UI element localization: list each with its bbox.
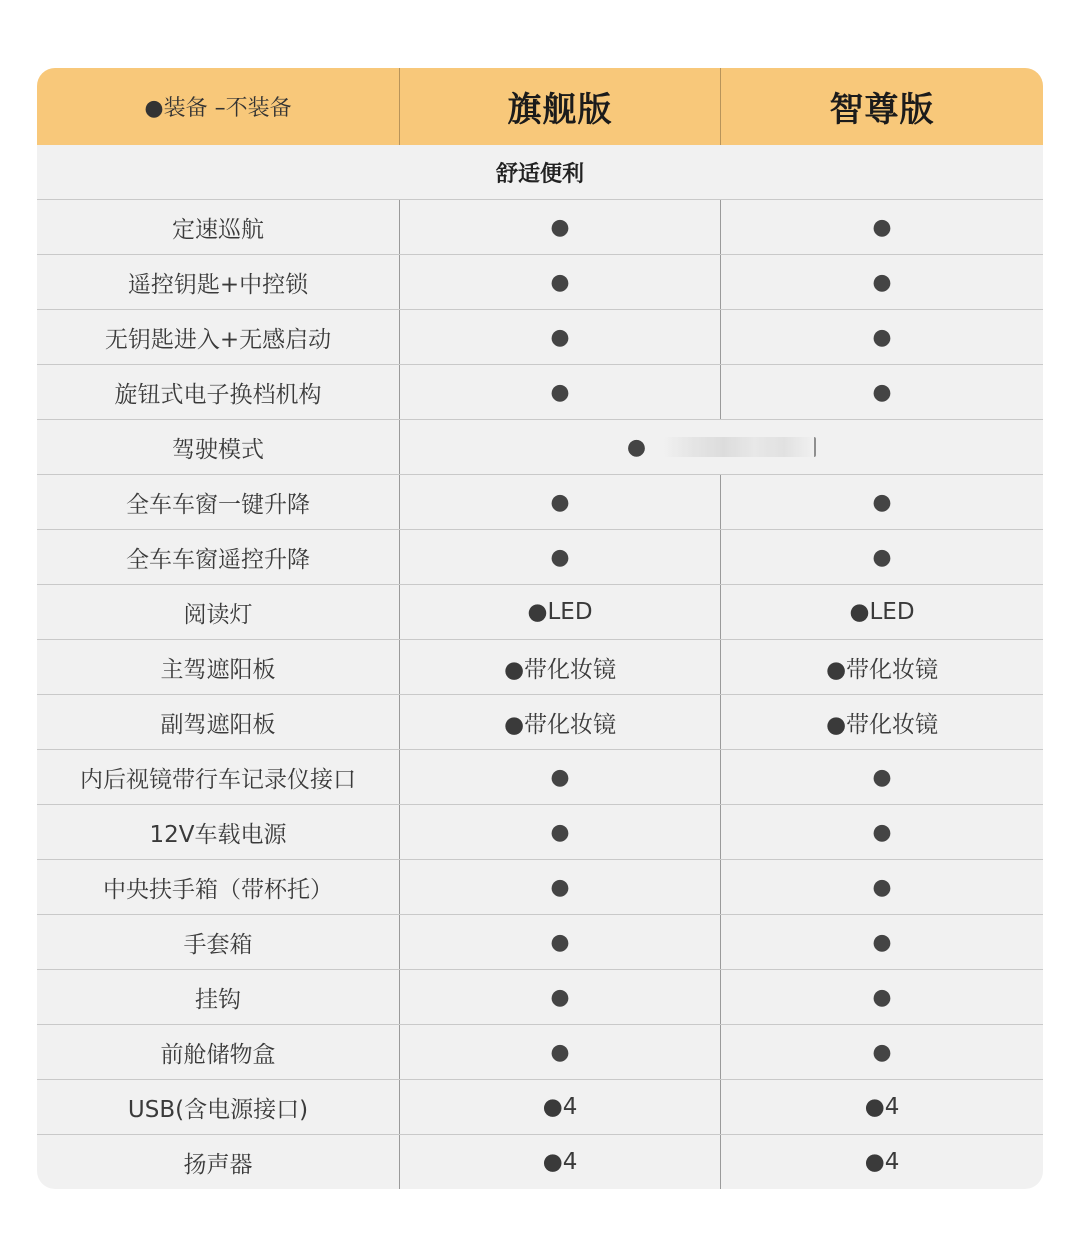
- merged-value: ●: [626, 434, 647, 460]
- value-premium: ●: [872, 984, 892, 1010]
- value-premium: ●4: [864, 1149, 900, 1175]
- table-row: [37, 969, 1043, 1024]
- table-row: [37, 199, 1043, 254]
- table-row: [37, 639, 1043, 694]
- table-row: [37, 254, 1043, 309]
- feature-name: USB(含电源接口): [37, 1080, 400, 1134]
- value-flagship: ●4: [400, 1135, 721, 1189]
- table-row: [37, 309, 1043, 364]
- value-flagship: ●: [400, 970, 721, 1024]
- table-row: [37, 529, 1043, 584]
- feature-name: 定速巡航: [37, 200, 400, 254]
- feature-name: 全车车窗一键升降: [37, 475, 400, 529]
- value-flagship: ●带化妆镜: [400, 695, 721, 749]
- value-premium: ●带化妆镜: [825, 711, 939, 738]
- value-flagship: ●: [400, 310, 721, 364]
- value-premium: ●: [872, 489, 892, 515]
- value-flagship: ●: [400, 475, 721, 529]
- value-premium: ●: [872, 379, 892, 405]
- feature-name: 内后视镜带行车记录仪接口: [37, 750, 400, 804]
- table-row: [37, 474, 1043, 529]
- value-flagship: ●LED: [400, 585, 721, 639]
- feature-name: 无钥匙进入+无感启动: [37, 310, 400, 364]
- section-header: [37, 145, 1043, 199]
- value-premium: ●: [872, 929, 892, 955]
- table-row: [37, 1024, 1043, 1079]
- edition-flagship: 旗舰版: [400, 68, 721, 145]
- value-flagship: ●: [400, 805, 721, 859]
- value-premium: ●: [872, 1039, 892, 1065]
- value-flagship: ●: [400, 860, 721, 914]
- feature-name: 主驾遮阳板: [37, 640, 400, 694]
- value-premium: ●: [872, 544, 892, 570]
- value-premium: ●: [872, 324, 892, 350]
- edition-premium: 智尊版: [829, 90, 935, 130]
- value-premium: ●: [872, 214, 892, 240]
- value-flagship: ●: [400, 530, 721, 584]
- feature-name: 挂钩: [37, 970, 400, 1024]
- value-premium: ●: [872, 819, 892, 845]
- feature-name: 12V车载电源: [37, 805, 400, 859]
- table-row: [37, 804, 1043, 859]
- feature-name: 阅读灯: [37, 585, 400, 639]
- value-flagship: ●: [400, 365, 721, 419]
- value-premium: ●带化妆镜: [825, 656, 939, 683]
- table-row: [37, 1079, 1043, 1134]
- table-row: [37, 749, 1043, 804]
- value-flagship: ●: [400, 200, 721, 254]
- value-flagship: ●: [400, 1025, 721, 1079]
- value-flagship: ●: [400, 750, 721, 804]
- feature-name: 全车车窗遥控升降: [37, 530, 400, 584]
- feature-name: 旋钮式电子换档机构: [37, 365, 400, 419]
- value-premium: ●4: [864, 1094, 900, 1120]
- value-premium: ●: [872, 874, 892, 900]
- table-row: [37, 1134, 1043, 1189]
- feature-name: 手套箱: [37, 915, 400, 969]
- value-merged: [400, 420, 1043, 474]
- table-row: [37, 584, 1043, 639]
- feature-name: 前舱储物盒: [37, 1025, 400, 1079]
- value-premium: ●: [872, 764, 892, 790]
- table-header: [37, 68, 1043, 145]
- feature-name: 遥控钥匙+中控锁: [37, 255, 400, 309]
- legend-label: ●装备 –不装备: [37, 68, 400, 145]
- value-flagship: ●带化妆镜: [400, 640, 721, 694]
- value-flagship: ●4: [400, 1080, 721, 1134]
- feature-name: 副驾遮阳板: [37, 695, 400, 749]
- table-row: [37, 914, 1043, 969]
- table-row: [37, 364, 1043, 419]
- value-flagship: ●: [400, 255, 721, 309]
- section-title: 舒适便利: [495, 161, 584, 187]
- feature-name: 驾驶模式: [37, 420, 400, 474]
- table-row: [37, 694, 1043, 749]
- table-row: [37, 859, 1043, 914]
- value-premium: ●LED: [849, 599, 915, 625]
- value-premium: ●: [872, 269, 892, 295]
- feature-name: 中央扶手箱（带杯托）: [37, 860, 400, 914]
- redacted-text: [664, 437, 816, 457]
- spec-table: [37, 68, 1043, 1189]
- feature-name: 扬声器: [37, 1135, 400, 1189]
- value-flagship: ●: [400, 915, 721, 969]
- table-row: [37, 419, 1043, 474]
